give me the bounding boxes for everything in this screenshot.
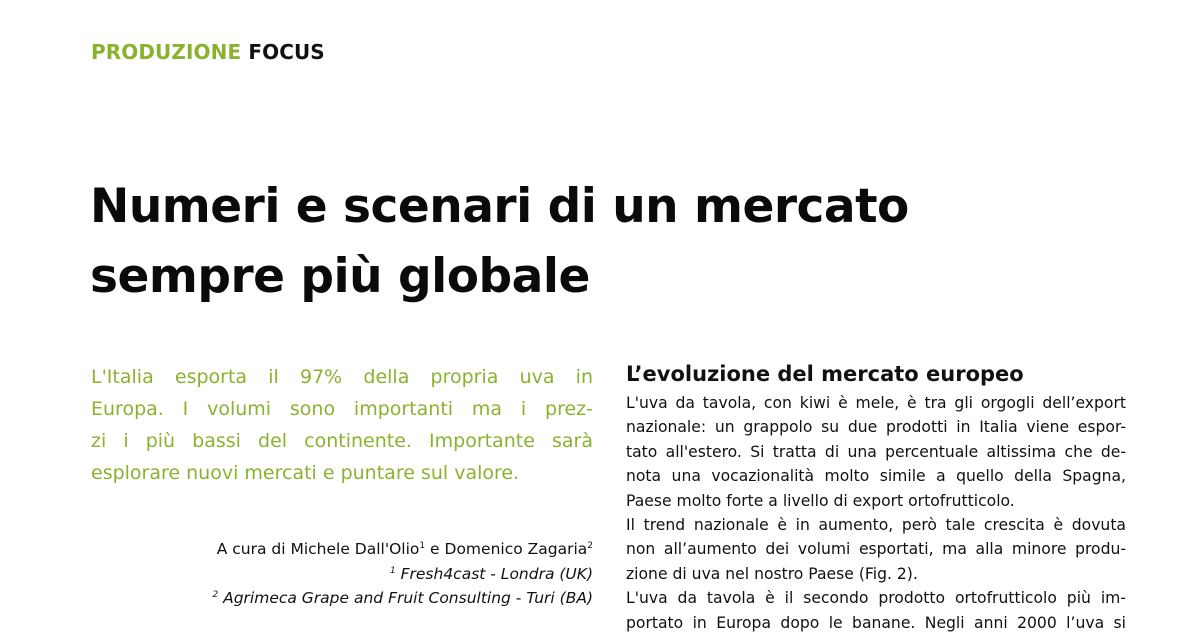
lead-line: zi i più bassi del continente. Importante sarà (91, 430, 593, 452)
body-line: Il trend nazionale è in aumento, però tale crescita è dovuta (626, 516, 1126, 535)
section-label-produzione: PRODUZIONE (91, 40, 242, 64)
author-middle: e Domenico Zagaria (425, 540, 588, 558)
author-credits (91, 537, 593, 611)
author-sup-2: 2 (587, 541, 593, 551)
article-subheading: L’evoluzione del mercato europeo (626, 362, 1024, 386)
body-line: Paese molto forte a livello di export ortofrutticolo. (626, 491, 1015, 510)
affiliation-2-text: Agrimeca Grape and Fruit Consulting - Turi (BA) (218, 589, 593, 607)
author-line (91, 537, 593, 562)
body-line: nazionale: un grappolo su due prodotti in Italia viene espor- (626, 418, 1126, 437)
title-line-2: sempre più globale (90, 249, 590, 304)
section-tag (91, 40, 325, 64)
lead-line: L'Italia esporta il 97% della propria uva in (91, 366, 593, 388)
body-line: zione di uva nel nostro Paese (Fig. 2). (626, 564, 918, 583)
body-line: L'uva da tavola, con kiwi è mele, è tra gli orgogli dell’export (626, 394, 1126, 412)
affiliation-1 (91, 562, 593, 587)
body-line: non all’aumento dei volumi esportati, ma alla minore produ- (626, 540, 1126, 559)
title-line-1: Numeri e scenari di un mercato (90, 179, 909, 234)
body-line: portato in Europa dopo le banane. Negli anni 2000 l’uva si (626, 613, 1126, 632)
affiliation-1-text: Fresh4cast - Londra (UK) (395, 564, 593, 583)
body-line: L'uva da tavola è il secondo prodotto ortofrutticolo più im- (626, 589, 1126, 608)
affiliation-2 (91, 586, 593, 611)
article-body (626, 391, 1126, 635)
section-label-focus: FOCUS (248, 40, 325, 64)
author-sup-1: 1 (419, 541, 426, 551)
body-line: nota una vocazionalità molto simile a quello della Spagna, (626, 467, 1126, 486)
article-title (90, 172, 990, 312)
body-line: tato all'estero. Si tratta di una percentuale altissima che de- (626, 442, 1126, 461)
affiliation-1-sup: 1 (389, 565, 396, 576)
lead-line: esplorare nuovi mercati e puntare sul valore. (91, 462, 520, 484)
author-prefix: A cura di Michele Dall'Olio (216, 540, 420, 558)
lead-paragraph (91, 361, 593, 489)
affiliation-2-sup: 2 (212, 590, 219, 600)
lead-line: Europa. I volumi sono importanti ma i prez- (91, 398, 593, 420)
